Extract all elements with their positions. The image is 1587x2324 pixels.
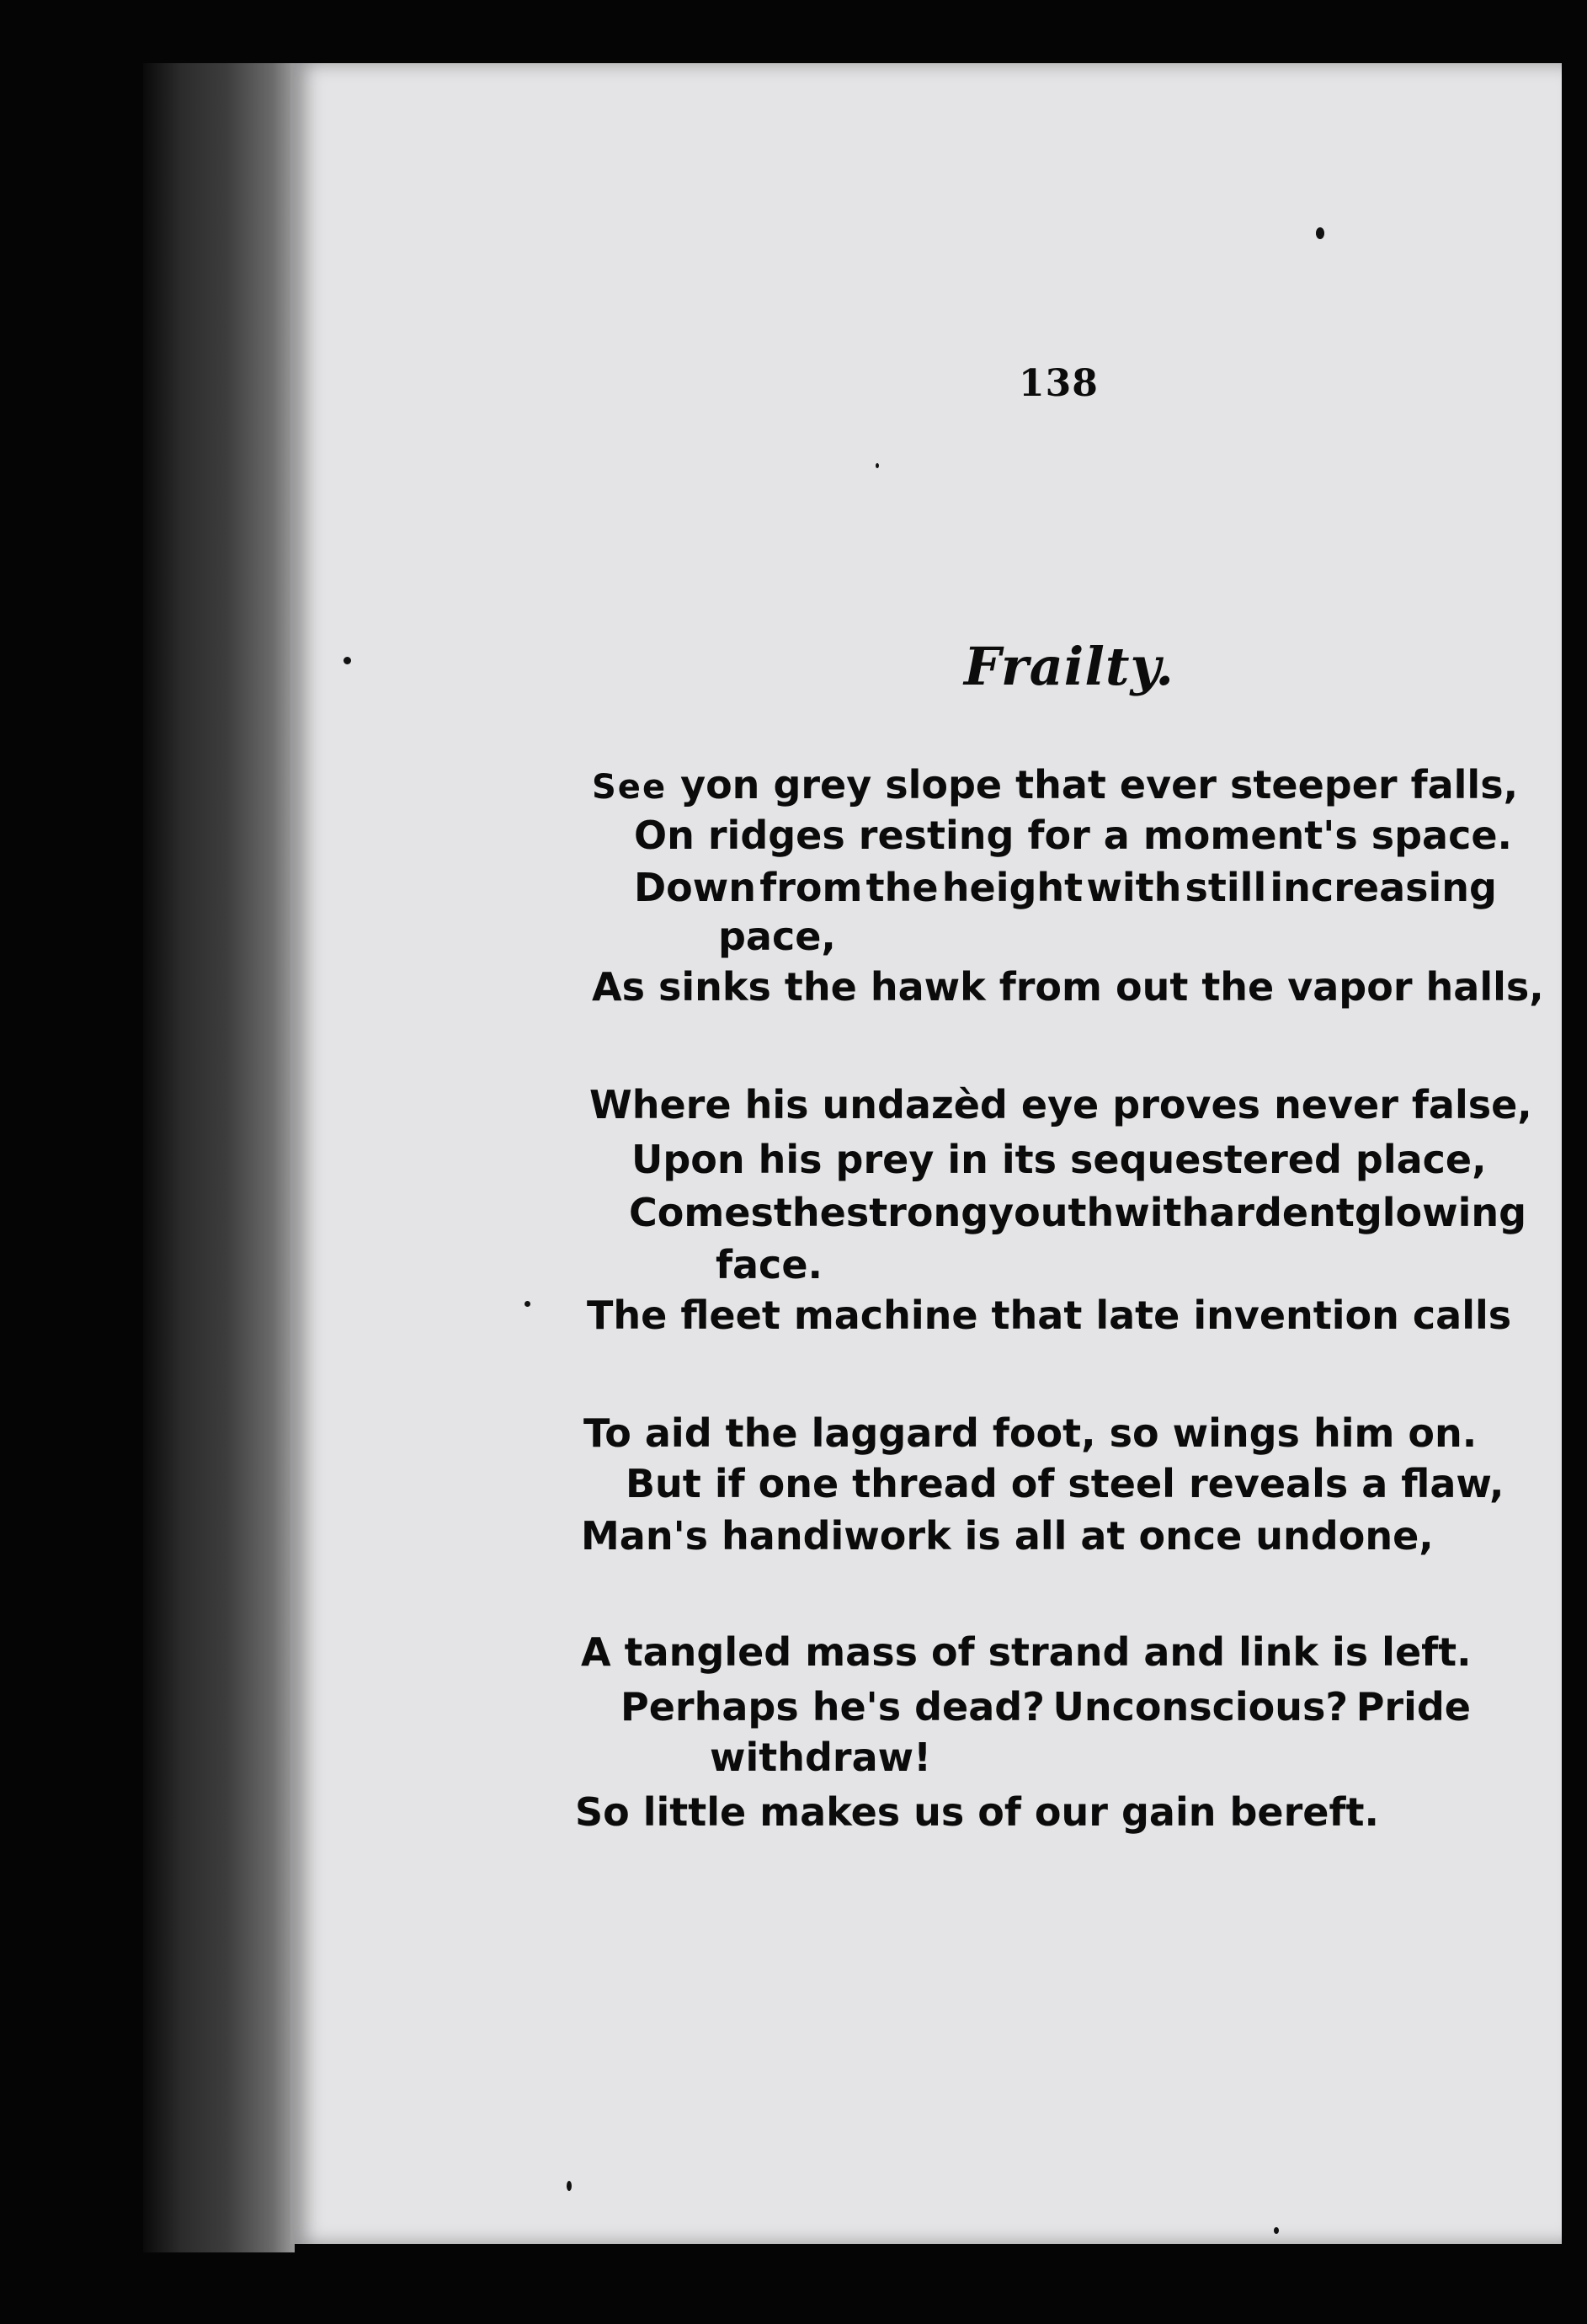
poem-line: face. xyxy=(716,1242,823,1287)
poem-word: glowing xyxy=(1354,1190,1527,1235)
poem-word: Down xyxy=(634,865,757,910)
poem-line: A tangled mass of strand and link is left. xyxy=(581,1629,1472,1675)
poem-line: Where his undazèd eye proves never false, xyxy=(589,1082,1532,1127)
poem-word: Comes xyxy=(629,1190,774,1235)
poem-line: But if one thread of steel reveals a flaw, xyxy=(626,1461,1504,1506)
book-binding xyxy=(143,63,295,2252)
poem-line: pace, xyxy=(718,914,836,959)
poem-line: The fleet machine that late invention calls xyxy=(587,1293,1512,1338)
poem-line: As sinks the hawk from out the vapor halls, xyxy=(592,964,1544,1010)
poem-word: height xyxy=(941,865,1084,910)
poem-line: Man's handiwork is all at once undone, xyxy=(581,1513,1434,1559)
scan-speck xyxy=(1274,2227,1279,2234)
scan-speck xyxy=(525,1301,530,1307)
poem-line xyxy=(620,1684,1471,1730)
poem-word: strong xyxy=(845,1190,989,1235)
poem-word: youth xyxy=(988,1190,1115,1235)
poem-line: To aid the laggard foot, so wings him on. xyxy=(583,1410,1478,1456)
scan-speck xyxy=(1316,227,1324,239)
poem-word: still xyxy=(1185,865,1267,910)
poem-line: Upon his prey in its sequestered place, xyxy=(631,1137,1487,1182)
poem-word: with xyxy=(1114,1190,1210,1235)
poem-word: with xyxy=(1086,865,1182,910)
poem-title: Frailty. xyxy=(964,636,1175,697)
poem-line: On ridges resting for a moment's space. xyxy=(634,813,1513,858)
page-number: 138 xyxy=(1019,362,1099,405)
poem-line xyxy=(629,1190,1527,1235)
poem-word: Perhaps he's dead? xyxy=(620,1684,1045,1730)
poem-line xyxy=(634,865,1497,910)
poem-word: the xyxy=(865,865,939,910)
poem-word: Unconscious? xyxy=(1052,1684,1349,1730)
poem-word: increasing xyxy=(1270,865,1497,910)
scan-speck xyxy=(343,657,351,664)
poem-word: ardent xyxy=(1209,1190,1355,1235)
poem-line: So little makes us of our gain bereft. xyxy=(575,1789,1379,1835)
poem-word: from xyxy=(759,865,863,910)
scan-speck xyxy=(567,2181,572,2191)
poem-word: Pride xyxy=(1355,1684,1471,1730)
poem-word: the xyxy=(773,1190,846,1235)
poem-line-lead: See xyxy=(592,768,668,807)
poem-line: withdraw! xyxy=(710,1735,932,1780)
poem-line-text: yon grey slope that ever steeper falls, xyxy=(667,762,1519,808)
scan-speck xyxy=(876,463,879,468)
poem-line xyxy=(592,762,1518,808)
